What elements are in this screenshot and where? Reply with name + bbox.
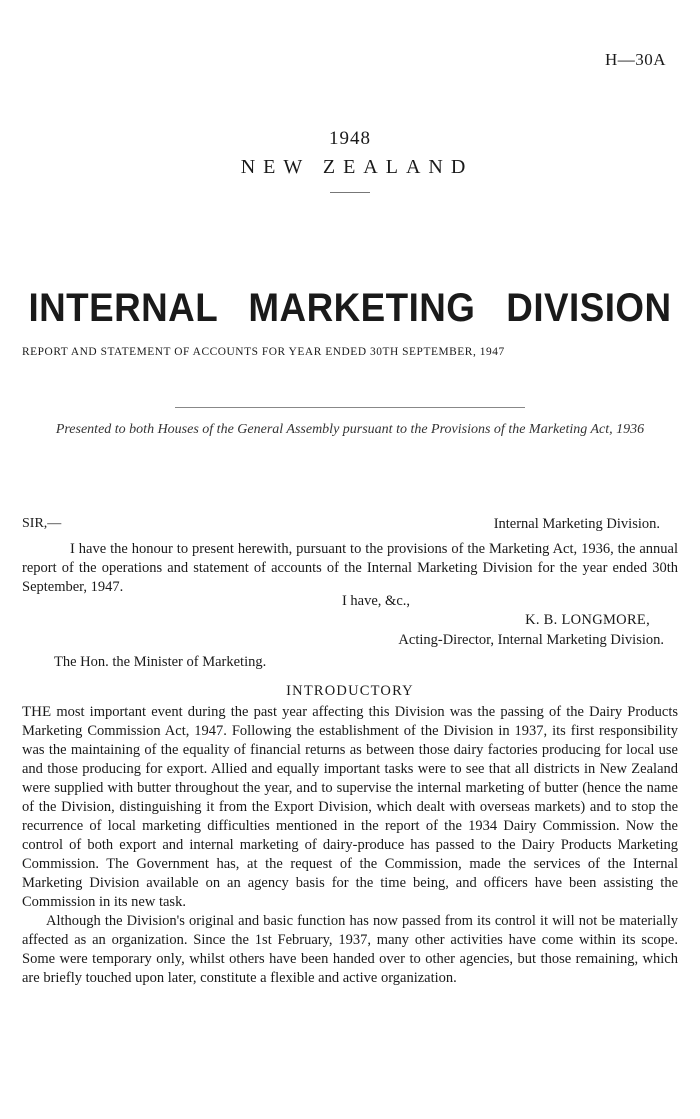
signature-name: [525, 612, 650, 629]
signer-name: K. B. LONGMORE,: [525, 612, 650, 628]
section-heading: INTRODUCTORY: [286, 683, 414, 699]
presentation-note: Presented to both Houses of the General Assembly pursuant to the Provisions of the Marketing Act, 1936: [55, 422, 645, 437]
addressee: The Hon. the Minister of Marketing.: [54, 654, 267, 670]
document-title: INTERNAL MARKETING DIVISION: [28, 286, 672, 330]
letter-body: I have the honour to present herewith, pursuant to the provisions of the Marketing Act, 1936, the annual report of the operations and statement of accounts of the Internal Marketing Division for the year ended 30th September, 1947.: [22, 541, 678, 595]
publication-year: 1948: [329, 128, 371, 149]
sender-office: Internal Marketing Division.: [493, 516, 660, 532]
lead-word: THE: [22, 704, 52, 720]
divider: [175, 407, 525, 408]
divider: [330, 192, 370, 193]
report-code: H—30A: [604, 50, 666, 69]
paragraph: Although the Division's original and basic function has now passed from its control it will not be materially affected as an organization. Since the 1st February, 1937, many other activities have come within its scope. Some were temporary only, whilst others have been handed over to other agencies, but those remaining, which are briefly touched upon later, constitute a flexible and active organization.: [22, 913, 678, 986]
salutation: SIR,—: [22, 516, 62, 531]
introductory-section: [22, 703, 678, 988]
document-subtitle: REPORT AND STATEMENT OF ACCOUNTS FOR YEAR ENDED 30TH SEPTEMBER, 1947: [22, 346, 505, 358]
paragraph-text: most important event during the past year affecting this Division was the passing of the Dairy Products Marketing Commission Act, 1947. Following the establishment of the Division in 1937, its first responsibility was the maintaining of the equality of financial returns as between those dairy factories producing for local use and those producing for export. Allied and equally important tasks were to see that all districts in New Zealand were supplied with butter throughout the year, and to supervise the internal marketing of butter (hence the name of the Division, distinguishing it from the Export Division, which dealt with overseas markets) and to stop the recurrence of local marketing difficulties mentioned in the report of the 1934 Dairy Commission. Now the control of both export and internal marketing of dairy-produce has passed to the Dairy Products Marketing Commission. The Government has, at the request of the Commission, made the services of the Internal Marketing Division available on an agency basis for the time being, and officers have been assisting the Commission in its new task.: [22, 704, 679, 910]
letter-closing: I have, &c.,: [341, 593, 411, 609]
signer-position: Acting-Director, Internal Marketing Division.: [398, 632, 664, 648]
country-heading: NEW ZEALAND: [240, 156, 474, 178]
paragraph: [22, 703, 678, 912]
